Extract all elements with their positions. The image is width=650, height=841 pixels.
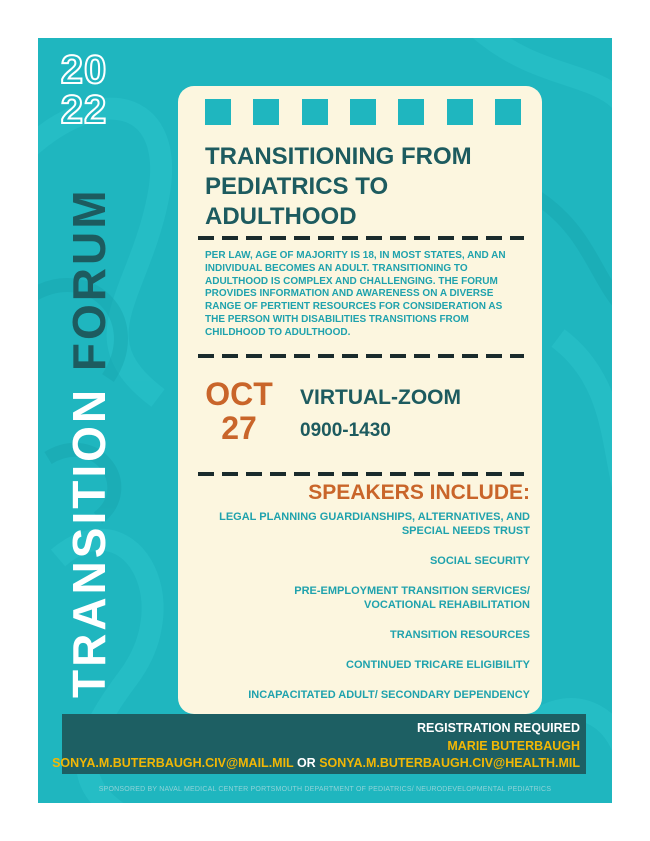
speaker-item-line: SPECIAL NEEDS TRUST <box>401 525 530 537</box>
speakers-list <box>196 510 530 702</box>
speaker-item-line: CONTINUED TRICARE ELIGIBILITY <box>346 659 530 671</box>
speaker-item <box>196 510 530 538</box>
contact-emails <box>52 755 580 771</box>
contact-name: MARIE BUTERBAUGH <box>447 739 580 753</box>
email-link-mail[interactable]: SONYA.M.BUTERBAUGH.CIV@MAIL.MIL <box>52 756 294 770</box>
speaker-item-line: SOCIAL SECURITY <box>429 555 530 567</box>
email-link-health[interactable]: SONYA.M.BUTERBAUGH.CIV@HEALTH.MIL <box>319 756 580 770</box>
square-4 <box>350 99 376 125</box>
dashed-divider-1 <box>198 236 524 240</box>
sponsor-footer: SPONSORED BY NAVAL MEDICAL CENTER PORTSMOUTH DEPARTMENT OF PEDIATRICS/ NEURODEVELOPMENTAL PEDIATRICS <box>98 786 552 793</box>
or-text: OR <box>296 756 316 770</box>
title-line-3: ADULTHOOD <box>205 203 357 230</box>
registration-required: REGISTRATION REQUIRED <box>417 721 580 735</box>
speaker-item-line: LEGAL PLANNING GUARDIANSHIPS, ALTERNATIVES, AND <box>219 511 530 523</box>
event-title <box>205 142 525 232</box>
title-forum: FORUM <box>63 187 115 372</box>
square-2 <box>253 99 279 125</box>
speaker-item-line: INCAPACITATED ADULT/ SECONDARY DEPENDENCY <box>248 689 530 701</box>
year-line-1: 20 <box>60 48 108 92</box>
speaker-item-line: PRE-EMPLOYMENT TRANSITION SERVICES/ <box>294 585 530 597</box>
speaker-item <box>196 584 530 612</box>
speaker-item-line: VOCATIONAL REHABILITATION <box>363 599 530 611</box>
dashed-divider-3 <box>198 472 524 476</box>
year <box>54 50 114 130</box>
title-line-1: TRANSITIONING FROM <box>205 143 472 170</box>
year-line-2: 22 <box>60 88 108 132</box>
speaker-item <box>196 554 530 568</box>
intro-paragraph: PER LAW, AGE OF MAJORITY IS 18, IN MOST STATES, AND AN INDIVIDUAL BECOMES AN ADULT. TRANSITIONING TO ADULTHOOD IS COMPLEX AND CHALLENGING. THE FORUM PROVIDES INFORMATION AND AWARENESS ON A DIVERSE RANGE OF PERTIENT RESOURCES FOR CONSIDERATION AS THE PERSON WITH DISABILITIES TRANSITIONS FROM CHILDHOOD TO ADULTHOOD. <box>205 250 506 338</box>
title-line-2: PEDIATRICS TO <box>205 173 389 200</box>
dashed-divider-2 <box>198 354 524 358</box>
event-venue: VIRTUAL-ZOOM <box>300 386 461 409</box>
square-3 <box>302 99 328 125</box>
speaker-item <box>196 628 530 642</box>
title-transition: TRANSITION <box>63 386 115 698</box>
event-time: 0900-1430 <box>300 420 391 441</box>
event-day: 27 <box>221 410 257 446</box>
decorative-squares <box>205 99 521 125</box>
square-6 <box>447 99 473 125</box>
speakers-heading: SPEAKERS INCLUDE: <box>308 481 530 504</box>
event-month: OCT <box>205 376 273 412</box>
speaker-item <box>196 658 530 672</box>
speaker-item <box>196 688 530 702</box>
registration-bar <box>52 714 586 774</box>
square-5 <box>398 99 424 125</box>
speaker-item-line: TRANSITION RESOURCES <box>390 629 530 641</box>
square-1 <box>205 99 231 125</box>
vertical-title <box>62 187 116 698</box>
square-7 <box>495 99 521 125</box>
